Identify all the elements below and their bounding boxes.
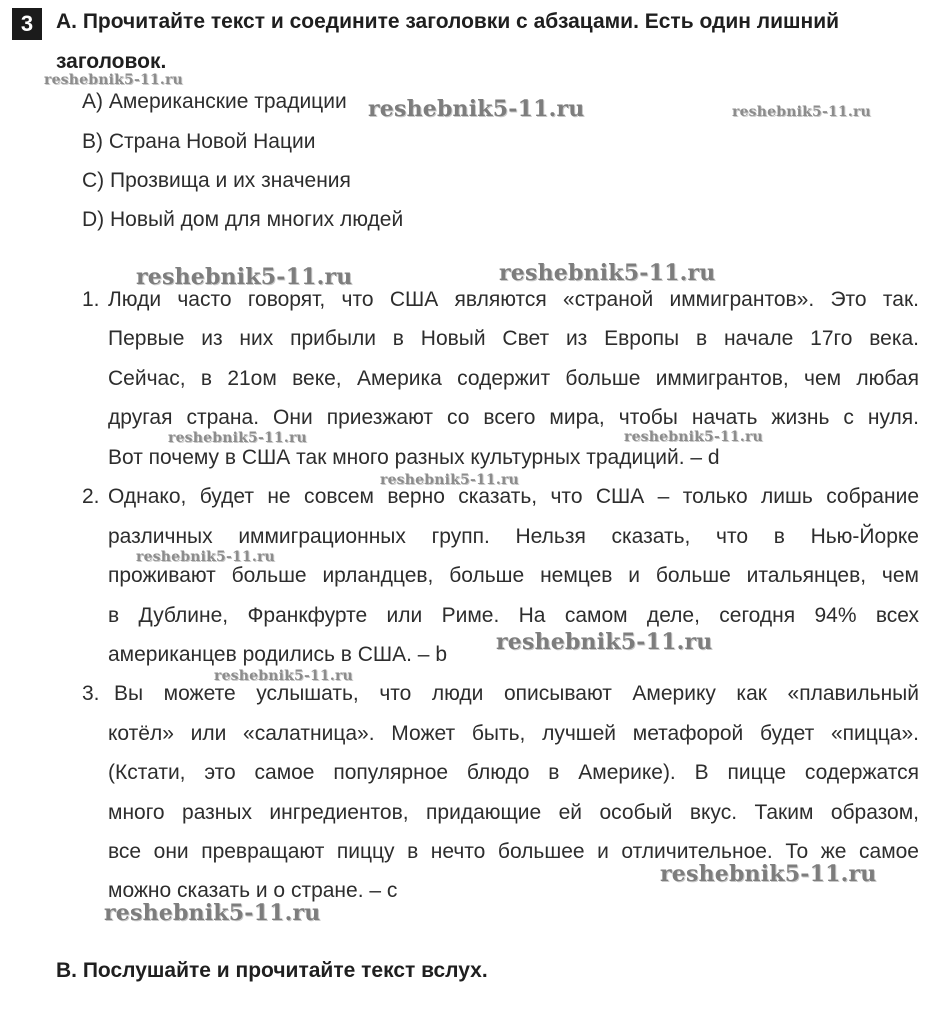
paragraph-2-line: Однако, будет не совсем верно сказать, что США – только лишь собрание (108, 485, 919, 508)
paragraph-2-number: 2. (82, 485, 100, 508)
task-title: А. Прочитайте текст и соедините заголовки с абзацами. Есть один лишний (56, 10, 840, 33)
heading-option-c: C) Прозвища и их значения (82, 169, 351, 192)
heading-option-b: B) Страна Новой Нации (82, 130, 316, 153)
watermark: reshebnik5-11.ru (136, 264, 353, 290)
paragraph-2-line: в Дублине, Франкфурте или Риме. На самом деле, сегодня 94% всех (108, 604, 919, 627)
watermark: reshebnik5-11.ru (214, 668, 353, 684)
watermark: reshebnik5-11.ru (44, 72, 183, 88)
watermark: reshebnik5-11.ru (496, 629, 713, 655)
task-title-continuation: заголовок. (56, 50, 167, 73)
watermark: reshebnik5-11.ru (104, 900, 321, 926)
watermark: reshebnik5-11.ru (624, 429, 763, 445)
paragraph-3-number: 3. (82, 682, 100, 705)
paragraph-1-number: 1. (82, 288, 100, 311)
paragraph-3-line: котёл» или «салатница». Может быть, лучшей метафорой будет «пицца». (108, 722, 919, 745)
heading-option-d: D) Новый дом для многих людей (82, 208, 404, 231)
paragraph-1-line: Люди часто говорят, что США являются «страной иммигрантов». Это так. (108, 288, 919, 311)
paragraph-1-line: другая страна. Они приезжают со всего мира, чтобы начать жизнь с нуля. (108, 406, 919, 429)
paragraph-2-line: проживают больше ирландцев, больше немцев и больше итальянцев, чем (108, 564, 919, 587)
watermark: reshebnik5-11.ru (732, 104, 871, 120)
watermark: reshebnik5-11.ru (380, 472, 519, 488)
part-b-instruction: В. Послушайте и прочитайте текст вслух. (56, 959, 488, 982)
paragraph-3-line: (Кстати, это самое популярное блюдо в Америке). В пицце содержатся (108, 761, 919, 784)
paragraph-2-line: американцев родились в США. – b (108, 643, 448, 666)
heading-option-a: A) Американские традиции (82, 90, 347, 113)
paragraph-3-line: все они превращают пиццу в нечто большее и отличительное. То же самое (108, 840, 919, 863)
task-number-badge: 3 (12, 8, 42, 40)
paragraph-3-line: можно сказать и о стране. – c (108, 879, 398, 902)
watermark: reshebnik5-11.ru (136, 549, 275, 565)
paragraph-1-line: Вот почему в США так много разных культурных традиций. – d (108, 446, 720, 469)
paragraph-2-line: различных иммиграционных групп. Нельзя сказать, что в Нью-Йорке (108, 525, 919, 548)
watermark: reshebnik5-11.ru (499, 260, 716, 286)
paragraph-1-line: Сейчас, в 21ом веке, Америка содержит больше иммигрантов, чем любая (108, 367, 919, 390)
paragraph-3-line: Вы можете услышать, что люди описывают Америку как «плавильный (114, 682, 919, 705)
paragraph-1-line: Первые из них прибыли в Новый Свет из Европы в начале 17го века. (108, 327, 919, 350)
paragraph-3-line: много разных ингредиентов, придающие ей особый вкус. Таким образом, (108, 801, 919, 824)
watermark: reshebnik5-11.ru (168, 430, 307, 446)
watermark: reshebnik5-11.ru (660, 861, 877, 887)
watermark: reshebnik5-11.ru (368, 96, 585, 122)
